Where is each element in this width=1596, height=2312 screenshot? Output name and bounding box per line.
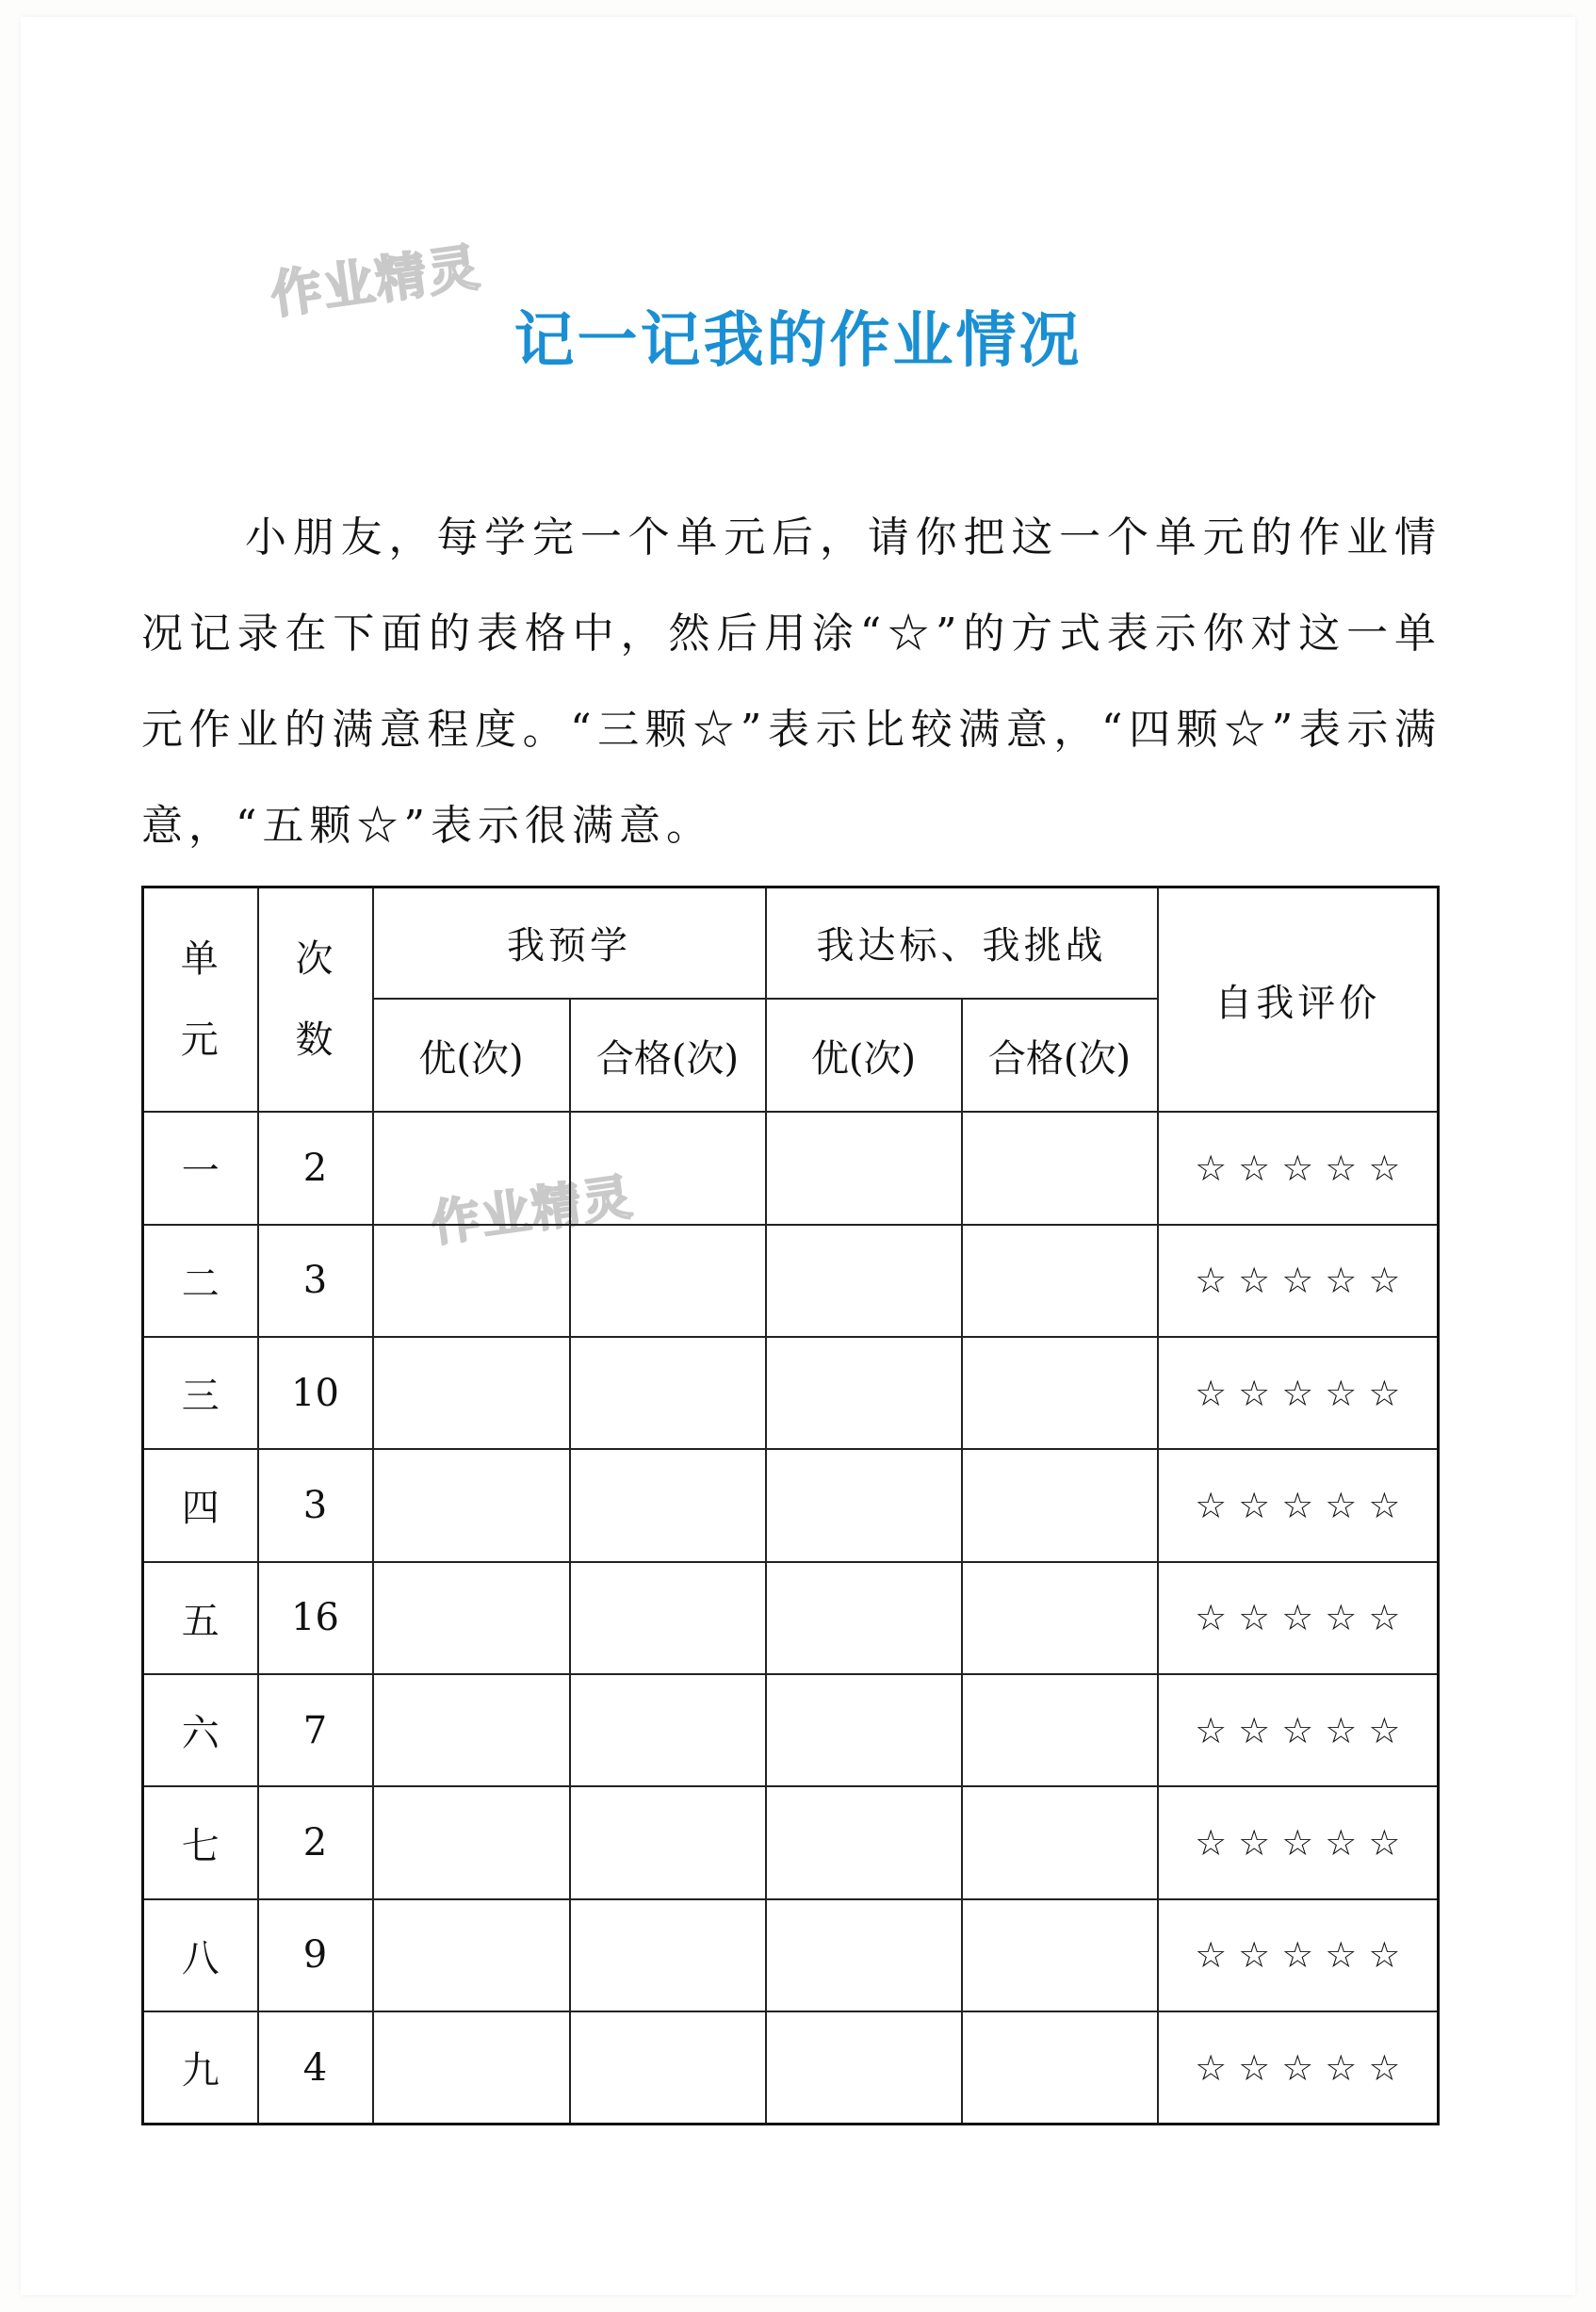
challenge-excellent-cell[interactable] [766,1674,962,1786]
challenge-pass-cell[interactable] [962,1786,1158,1898]
challenge-excellent-cell[interactable] [766,1112,962,1224]
unit-cell: 四 [143,1449,258,1561]
header-challenge-excellent: 优(次) [766,999,962,1112]
unit-cell: 八 [143,1899,258,2011]
preview-excellent-cell[interactable] [373,1899,570,2011]
star-rating: ☆☆☆☆☆ [1158,1562,1439,1674]
watermark: 作业精灵 [427,1168,638,1254]
unit-cell: 六 [143,1674,258,1786]
table-row [143,1674,1439,1786]
intro-paragraph: 小朋友，每学完一个单元后，请你把这一个单元的作业情况记录在下面的表格中，然后用涂“☆”的方式表示你对这一单元作业的满意程度。“三颗☆”表示比较满意，“四颗☆”表示满意，“五颗☆”表示很满意。 [141,513,1441,850]
header-count [258,887,373,1113]
challenge-excellent-cell[interactable] [766,1899,962,2011]
preview-pass-cell[interactable] [570,1899,766,2011]
challenge-pass-cell[interactable] [962,1562,1158,1674]
count-cell: 3 [258,1225,373,1337]
preview-pass-cell[interactable] [570,1337,766,1449]
preview-pass-cell[interactable] [570,1674,766,1786]
preview-excellent-cell[interactable] [373,1786,570,1898]
header-challenge: 我达标、我挑战 [766,887,1158,999]
star-rating: ☆☆☆☆☆ [1158,1225,1439,1337]
preview-pass-cell[interactable] [570,1112,766,1224]
table-row [143,1449,1439,1561]
header-unit [143,887,258,1113]
unit-cell: 九 [143,2011,258,2124]
unit-cell: 二 [143,1225,258,1337]
table-row [143,1225,1439,1337]
challenge-excellent-cell[interactable] [766,1449,962,1561]
preview-pass-cell[interactable] [570,2011,766,2124]
challenge-excellent-cell[interactable] [766,1337,962,1449]
page-title: 记一记我的作业情况 [513,306,1083,376]
preview-excellent-cell[interactable] [373,1225,570,1337]
challenge-pass-cell[interactable] [962,2011,1158,2124]
star-rating: ☆☆☆☆☆ [1158,1337,1439,1449]
homework-record-table [141,886,1440,2125]
header-count-top: 次 [295,937,335,982]
table-row [143,2011,1439,2124]
count-cell: 4 [258,2011,373,2124]
preview-pass-cell[interactable] [570,1449,766,1561]
preview-pass-cell[interactable] [570,1786,766,1898]
challenge-pass-cell[interactable] [962,1112,1158,1224]
challenge-pass-cell[interactable] [962,1449,1158,1561]
table-row [143,1337,1439,1449]
unit-cell: 五 [143,1562,258,1674]
header-preview: 我预学 [373,887,766,999]
unit-cell: 三 [143,1337,258,1449]
preview-excellent-cell[interactable] [373,1562,570,1674]
preview-excellent-cell[interactable] [373,1449,570,1561]
header-challenge-pass: 合格(次) [962,999,1158,1112]
challenge-pass-cell[interactable] [962,1899,1158,2011]
star-rating: ☆☆☆☆☆ [1158,1786,1439,1898]
challenge-excellent-cell[interactable] [766,2011,962,2124]
table-row [143,1899,1439,2011]
star-rating: ☆☆☆☆☆ [1158,1899,1439,2011]
star-rating: ☆☆☆☆☆ [1158,1674,1439,1786]
watermark: 作业精灵 [267,236,485,326]
header-preview-excellent: 优(次) [373,999,570,1112]
table-row [143,1786,1439,1898]
challenge-excellent-cell[interactable] [766,1786,962,1898]
preview-excellent-cell[interactable] [373,1674,570,1786]
challenge-excellent-cell[interactable] [766,1562,962,1674]
table-row [143,1112,1439,1224]
challenge-excellent-cell[interactable] [766,1225,962,1337]
count-cell: 2 [258,1112,373,1224]
header-unit-bottom: 元 [180,1018,220,1063]
count-cell: 9 [258,1899,373,2011]
challenge-pass-cell[interactable] [962,1674,1158,1786]
header-self-eval: 自我评价 [1158,887,1439,1113]
preview-excellent-cell[interactable] [373,1337,570,1449]
count-cell: 3 [258,1449,373,1561]
star-rating: ☆☆☆☆☆ [1158,1449,1439,1561]
unit-cell: 七 [143,1786,258,1898]
star-rating: ☆☆☆☆☆ [1158,1112,1439,1224]
count-cell: 10 [258,1337,373,1449]
count-cell: 16 [258,1562,373,1674]
preview-pass-cell[interactable] [570,1562,766,1674]
challenge-pass-cell[interactable] [962,1337,1158,1449]
header-count-bottom: 数 [295,1018,335,1063]
challenge-pass-cell[interactable] [962,1225,1158,1337]
preview-excellent-cell[interactable] [373,1112,570,1224]
header-unit-top: 单 [180,937,220,982]
table-row [143,1562,1439,1674]
unit-cell: 一 [143,1112,258,1224]
count-cell: 7 [258,1674,373,1786]
star-rating: ☆☆☆☆☆ [1158,2011,1439,2124]
count-cell: 2 [258,1786,373,1898]
header-preview-pass: 合格(次) [570,999,766,1112]
preview-excellent-cell[interactable] [373,2011,570,2124]
preview-pass-cell[interactable] [570,1225,766,1337]
